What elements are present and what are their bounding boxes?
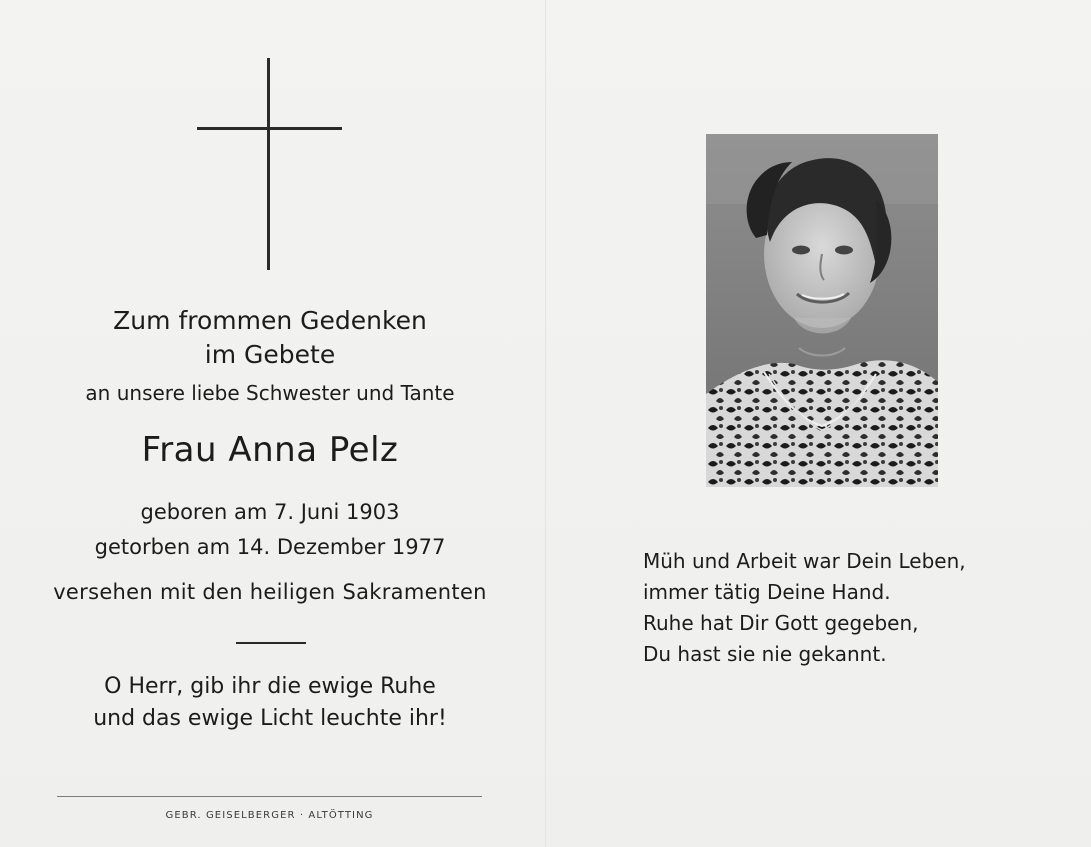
prayer-line-2: und das ewige Licht leuchte ihr! xyxy=(93,706,447,731)
cross-icon xyxy=(0,0,1,1)
printer-credit: GEBR. GEISELBERGER · ALTÖTTING xyxy=(165,810,374,821)
cross-horizontal-bar xyxy=(197,127,342,130)
intro-line-3: an unsere liebe Schwester und Tante xyxy=(85,381,455,405)
intro-line-1: Zum frommen Gedenken xyxy=(113,306,427,335)
prayer-line-1: O Herr, gib ihr die ewige Ruhe xyxy=(104,674,436,699)
poem xyxy=(643,546,1063,670)
divider-line xyxy=(236,642,306,644)
poem-line-1: Müh und Arbeit war Dein Leben, xyxy=(643,549,966,573)
portrait-image xyxy=(706,134,938,487)
poem-line-3: Ruhe hat Dir Gott gegeben, xyxy=(643,611,919,635)
portrait-photo xyxy=(706,134,938,487)
card-fold xyxy=(545,0,546,847)
cross-vertical-bar xyxy=(267,58,270,270)
death-date: getorben am 14. Dezember 1977 xyxy=(94,535,446,559)
left-panel xyxy=(0,0,540,847)
intro-line-2: im Gebete xyxy=(204,340,336,369)
deceased-name: Frau Anna Pelz xyxy=(141,430,399,470)
poem-line-4: Du hast sie nie gekannt. xyxy=(643,642,887,666)
birth-date: geboren am 7. Juni 1903 xyxy=(140,500,400,524)
poem-line-2: immer tätig Deine Hand. xyxy=(643,580,891,604)
sacraments-line: versehen mit den heiligen Sakramenten xyxy=(53,580,487,604)
printer-rule xyxy=(57,796,482,797)
